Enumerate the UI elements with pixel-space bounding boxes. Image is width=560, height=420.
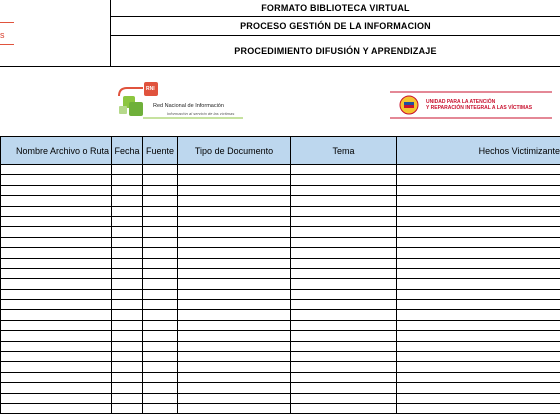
table-cell[interactable] [291,393,397,403]
table-row [1,206,560,216]
table-cell[interactable] [1,175,112,185]
table-cell[interactable] [1,248,112,258]
table-cell[interactable] [397,320,560,330]
table-row [1,216,560,226]
table-cell[interactable] [178,196,291,206]
table-cell[interactable] [143,165,178,175]
rni-logo-icon [113,82,253,122]
table-cell[interactable] [291,196,397,206]
table-cell[interactable] [178,310,291,320]
table-cell[interactable] [291,341,397,351]
table-cell[interactable] [1,383,112,393]
table-cell[interactable] [397,268,560,278]
col-header-hechos: Hechos Victimizante [397,137,560,165]
table-cell[interactable] [143,279,178,289]
table-cell[interactable] [178,165,291,175]
table-cell[interactable] [112,352,143,362]
table-cell[interactable] [1,227,112,237]
table-cell[interactable] [1,300,112,310]
table-cell[interactable] [1,310,112,320]
table-cell[interactable] [291,383,397,393]
table-cell[interactable] [112,248,143,258]
table-cell[interactable] [291,175,397,185]
table-cell[interactable] [397,372,560,382]
table-cell[interactable] [143,289,178,299]
table-cell[interactable] [178,300,291,310]
table-cell[interactable] [112,165,143,175]
table-cell[interactable] [112,289,143,299]
table-cell[interactable] [178,185,291,195]
table-cell[interactable] [1,279,112,289]
table-cell[interactable] [1,289,112,299]
table-cell[interactable] [397,248,560,258]
table-cell[interactable] [291,372,397,382]
table-row [1,227,560,237]
table-row [1,372,560,382]
table-cell[interactable] [178,320,291,330]
table-cell[interactable] [291,237,397,247]
library-table [0,136,560,414]
table-row [1,175,560,185]
table-cell[interactable] [112,341,143,351]
table-row [1,320,560,330]
table-cell[interactable] [112,320,143,330]
table-cell[interactable] [178,258,291,268]
procedure-title: PROCEDIMIENTO DIFUSIÓN Y APRENDIZAJE [111,36,560,67]
table-cell[interactable] [178,331,291,341]
table-cell[interactable] [143,175,178,185]
table-cell[interactable] [291,331,397,341]
table-cell[interactable] [1,341,112,351]
table-row [1,331,560,341]
red-divider [0,22,14,23]
table-cell[interactable] [291,310,397,320]
table-cell[interactable] [397,310,560,320]
col-header-ruta: Nombre Archivo o Ruta [1,137,112,165]
table-cell[interactable] [143,206,178,216]
table-cell[interactable] [178,175,291,185]
table-cell[interactable] [1,206,112,216]
table-cell[interactable] [178,372,291,382]
rni-tagline: Información al servicio de las víctimas [167,111,235,116]
table-cell[interactable] [178,206,291,216]
table-cell[interactable] [178,268,291,278]
table-cell[interactable] [143,310,178,320]
col-header-tema: Tema [291,137,397,165]
table-cell[interactable] [1,196,112,206]
table-cell[interactable] [291,268,397,278]
table-cell[interactable] [291,320,397,330]
table-cell[interactable] [397,206,560,216]
table-cell[interactable] [1,268,112,278]
table-cell[interactable] [112,216,143,226]
table-cell[interactable] [1,165,112,175]
table-cell[interactable] [143,196,178,206]
table-cell[interactable] [397,289,560,299]
rni-badge-text: RNI [146,86,155,92]
table-row [1,279,560,289]
rni-name: Red Nacional de Información [153,103,224,109]
table-cell[interactable] [178,362,291,372]
table-cell[interactable] [397,341,560,351]
uari-line-2: Y REPARACIÓN INTEGRAL A LAS VÍCTIMAS [426,105,533,111]
table-cell[interactable] [112,300,143,310]
table-cell[interactable] [143,185,178,195]
table-cell[interactable] [178,248,291,258]
table-cell[interactable] [143,248,178,258]
table-row [1,383,560,393]
table-cell[interactable] [143,403,178,413]
table-row [1,258,560,268]
table-header-row [1,137,560,165]
table-cell[interactable] [112,196,143,206]
table-row [1,362,560,372]
table-cell[interactable] [143,320,178,330]
col-header-fuente: Fuente [143,137,178,165]
table-cell[interactable] [112,258,143,268]
red-divider [0,44,14,45]
table-row [1,300,560,310]
table-cell[interactable] [397,393,560,403]
table-cell[interactable] [112,362,143,372]
table-cell[interactable] [178,341,291,351]
table-row [1,352,560,362]
table-cell[interactable] [112,227,143,237]
table-cell[interactable] [112,268,143,278]
table-cell[interactable] [143,341,178,351]
table-cell[interactable] [397,279,560,289]
table-cell[interactable] [291,216,397,226]
table-cell[interactable] [291,279,397,289]
table-cell[interactable] [143,393,178,403]
table-cell[interactable] [397,258,560,268]
table-cell[interactable] [1,185,112,195]
table-row [1,237,560,247]
table-cell[interactable] [143,237,178,247]
table-cell[interactable] [397,352,560,362]
table-cell[interactable] [143,300,178,310]
table-cell[interactable] [143,227,178,237]
table-row [1,403,560,413]
table-cell[interactable] [1,237,112,247]
header-left-text: s [0,30,5,40]
table-cell[interactable] [178,289,291,299]
table-cell[interactable] [143,383,178,393]
table-cell[interactable] [291,352,397,362]
table-cell[interactable] [1,403,112,413]
col-header-fecha: Fecha [112,137,143,165]
table-row [1,310,560,320]
table-row [1,165,560,175]
table-cell[interactable] [291,289,397,299]
col-header-tipo: Tipo de Documento [178,137,291,165]
table-cell[interactable] [291,403,397,413]
table-row [1,248,560,258]
table-cell[interactable] [143,258,178,268]
table-cell[interactable] [143,352,178,362]
table-cell[interactable] [178,393,291,403]
table-cell[interactable] [397,175,560,185]
table-cell[interactable] [291,206,397,216]
table-cell[interactable] [397,362,560,372]
table-cell[interactable] [1,331,112,341]
table-cell[interactable] [112,175,143,185]
table-row [1,289,560,299]
format-title: FORMATO BIBLIOTECA VIRTUAL [111,0,560,17]
table-cell[interactable] [143,216,178,226]
table-cell[interactable] [397,331,560,341]
table-cell[interactable] [291,258,397,268]
table-cell[interactable] [1,320,112,330]
header-logo-cell [0,0,111,67]
table-cell[interactable] [291,248,397,258]
table-cell[interactable] [178,403,291,413]
table-body [1,165,560,414]
table-cell[interactable] [143,331,178,341]
process-title: PROCESO GESTIÓN DE LA INFORMACION [111,17,560,36]
table-cell[interactable] [397,383,560,393]
table-cell[interactable] [291,165,397,175]
table-cell[interactable] [178,279,291,289]
table-cell[interactable] [112,310,143,320]
table-cell[interactable] [397,196,560,206]
table-cell[interactable] [112,185,143,195]
table-cell[interactable] [1,372,112,382]
table-cell[interactable] [397,237,560,247]
table-cell[interactable] [397,216,560,226]
table-cell[interactable] [397,185,560,195]
table-cell[interactable] [397,165,560,175]
table-cell[interactable] [178,216,291,226]
table-cell[interactable] [112,331,143,341]
table-row [1,393,560,403]
table-row [1,341,560,351]
table-cell[interactable] [112,372,143,382]
table-cell[interactable] [143,372,178,382]
table-cell[interactable] [291,362,397,372]
table-cell[interactable] [143,268,178,278]
table-cell[interactable] [112,383,143,393]
table-row [1,196,560,206]
table-row [1,185,560,195]
table-cell[interactable] [291,300,397,310]
table-cell[interactable] [178,237,291,247]
table-cell[interactable] [397,227,560,237]
table-cell[interactable] [143,362,178,372]
table-cell[interactable] [178,227,291,237]
table-cell[interactable] [397,403,560,413]
table-cell[interactable] [1,393,112,403]
table-cell[interactable] [291,227,397,237]
table-cell[interactable] [1,362,112,372]
table-cell[interactable] [397,300,560,310]
table-cell[interactable] [1,258,112,268]
table-cell[interactable] [1,216,112,226]
table-cell[interactable] [112,403,143,413]
table-cell[interactable] [112,279,143,289]
table-cell[interactable] [291,185,397,195]
table-cell[interactable] [178,383,291,393]
table-row [1,268,560,278]
uari-name [426,99,532,111]
uari-line-1: UNIDAD PARA LA ATENCIÓN [426,99,496,105]
table-cell[interactable] [112,237,143,247]
table-cell[interactable] [1,352,112,362]
table-cell[interactable] [112,393,143,403]
table-cell[interactable] [112,206,143,216]
table-cell[interactable] [178,352,291,362]
